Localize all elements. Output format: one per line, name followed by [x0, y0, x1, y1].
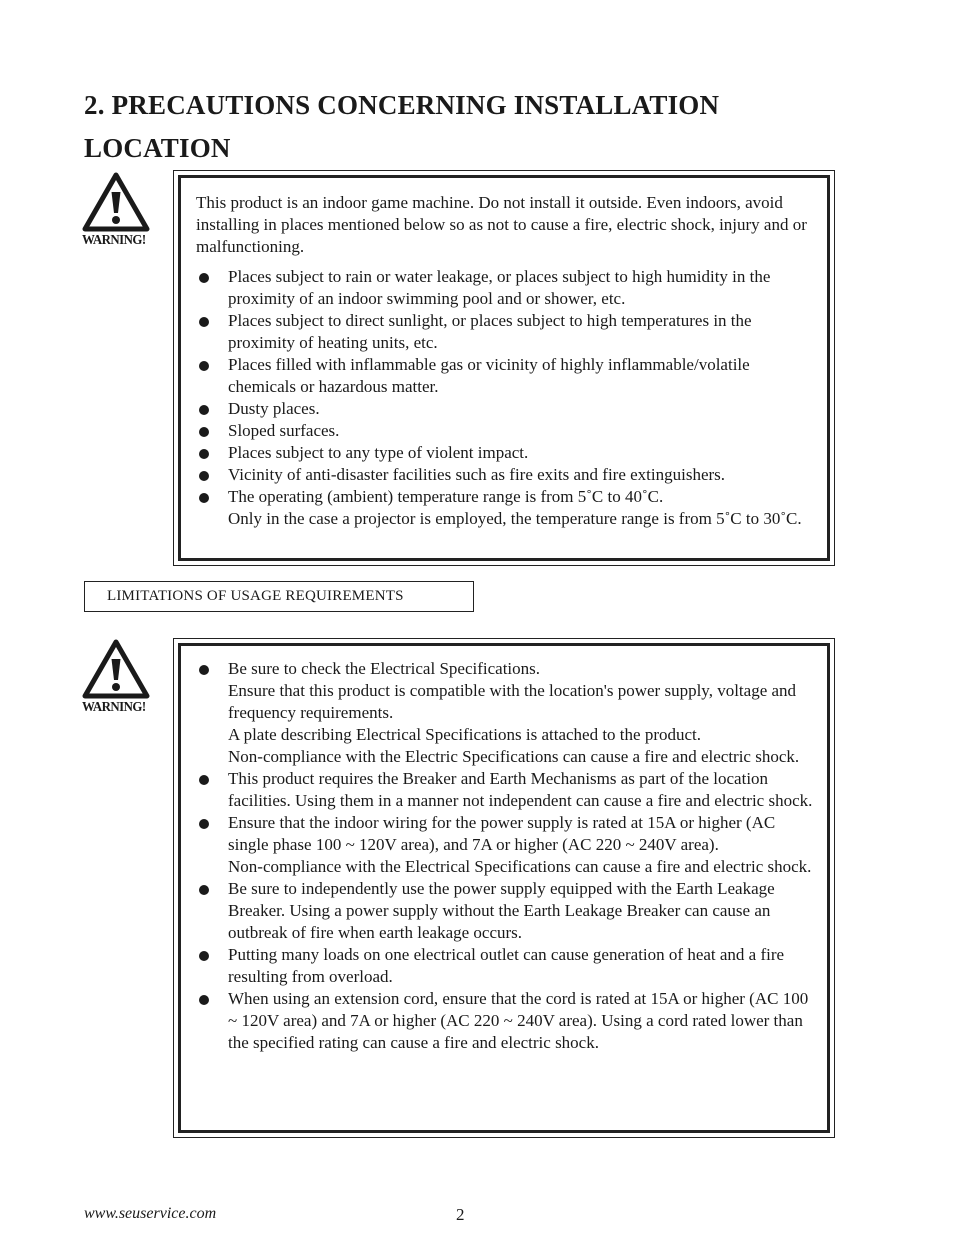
installation-list-item-text: Places subject to direct sunlight, or places subject to high temperatures in the proximity of heating units, etc.: [228, 311, 752, 352]
warning-triangle-icon: [82, 172, 150, 232]
installation-list-item: [196, 486, 813, 530]
usage-list-item: [196, 658, 813, 768]
usage-list-item-text: This product requires the Breaker and Earth Mechanisms as part of the location facilities. Using them in a manner not independent can cause a fire and electric shock.: [228, 769, 813, 810]
usage-list-item-text: Ensure that this product is compatible with the location's power supply, voltage and frequency requirements.: [228, 681, 797, 722]
usage-list-item-text: A plate describing Electrical Specifications is attached to the product.: [228, 725, 702, 744]
limitations-section-label: LIMITATIONS OF USAGE REQUIREMENTS: [84, 581, 474, 612]
usage-requirements-box: [173, 638, 835, 1138]
installation-list-item-text: The operating (ambient) temperature range is from 5˚C to 40˚C.: [228, 487, 664, 506]
section-heading-line1: 2. PRECAUTIONS CONCERNING INSTALLATION: [84, 90, 720, 120]
warning-badge-usage: [82, 639, 154, 716]
usage-list-item-text: Be sure to check the Electrical Specifications.: [228, 659, 541, 678]
installation-location-list: [196, 266, 813, 530]
installation-list-item-text: Vicinity of anti-disaster facilities such as fire exits and fire extinguishers.: [228, 465, 726, 484]
installation-list-item: [196, 442, 813, 464]
installation-list-item: [196, 354, 813, 398]
footer-url: www.seuservice.com: [84, 1205, 217, 1222]
usage-list-item: [196, 768, 813, 812]
warning-badge-installation: [82, 172, 154, 249]
usage-requirements-list: [196, 658, 813, 1054]
usage-list-item: [196, 878, 813, 944]
installation-list-item: [196, 464, 813, 486]
installation-list-item: [196, 266, 813, 310]
warning-triangle-icon: [82, 639, 150, 699]
installation-list-item-text: Dusty places.: [228, 399, 320, 418]
usage-list-item: [196, 944, 813, 988]
usage-list-item-text: Ensure that the indoor wiring for the power supply is rated at 15A or higher (AC single phase 100 ~ 120V area), and 7A or higher (AC 220 ~ 240V area).: [228, 813, 776, 854]
usage-list-item-text: Be sure to independently use the power supply equipped with the Earth Leakage Breaker. Using a power supply without the Earth Leakage Breaker can cause an outbreak of fire when earth leakage occurs.: [228, 879, 775, 942]
installation-list-item-text: Only in the case a projector is employed, the temperature range is from 5˚C to 30˚C.: [228, 509, 802, 528]
installation-list-item-text: Places filled with inflammable gas or vicinity of highly inflammable/volatile chemicals or hazardous matter.: [228, 355, 750, 396]
usage-list-item: [196, 812, 813, 878]
page-number: 2: [456, 1205, 465, 1224]
installation-intro-text: This product is an indoor game machine. Do not install it outside. Even indoors, avoid installing in places mentioned below so as not to cause a fire, electric shock, injury and or malfunctioning.: [196, 193, 807, 256]
section-heading: [84, 84, 844, 170]
usage-list-item-text: Non-compliance with the Electrical Specifications can cause a fire and electric shock.: [228, 857, 812, 876]
usage-list-item: [196, 988, 813, 1054]
installation-list-item: [196, 310, 813, 354]
installation-warning-box: [173, 170, 835, 566]
installation-list-item-text: Places subject to any type of violent impact.: [228, 443, 529, 462]
installation-list-item-text: Places subject to rain or water leakage, or places subject to high humidity in the proximity of an indoor swimming pool and or shower, etc.: [228, 267, 771, 308]
usage-list-item-text: Non-compliance with the Electric Specifications can cause a fire and electric shock.: [228, 747, 800, 766]
usage-list-item-text: When using an extension cord, ensure that the cord is rated at 15A or higher (AC 100 ~ 120V area) and 7A or higher (AC 220 ~ 240V area). Using a cord rated lower than the specified rating can cause a fire and electric shock.: [228, 989, 809, 1052]
warning-label: WARNING!: [82, 700, 146, 715]
installation-list-item: [196, 420, 813, 442]
section-heading-line2: LOCATION: [84, 133, 231, 163]
warning-label: WARNING!: [82, 233, 146, 248]
installation-list-item-text: Sloped surfaces.: [228, 421, 340, 440]
usage-list-item-text: Putting many loads on one electrical outlet can cause generation of heat and a fire resulting from overload.: [228, 945, 785, 986]
installation-list-item: [196, 398, 813, 420]
